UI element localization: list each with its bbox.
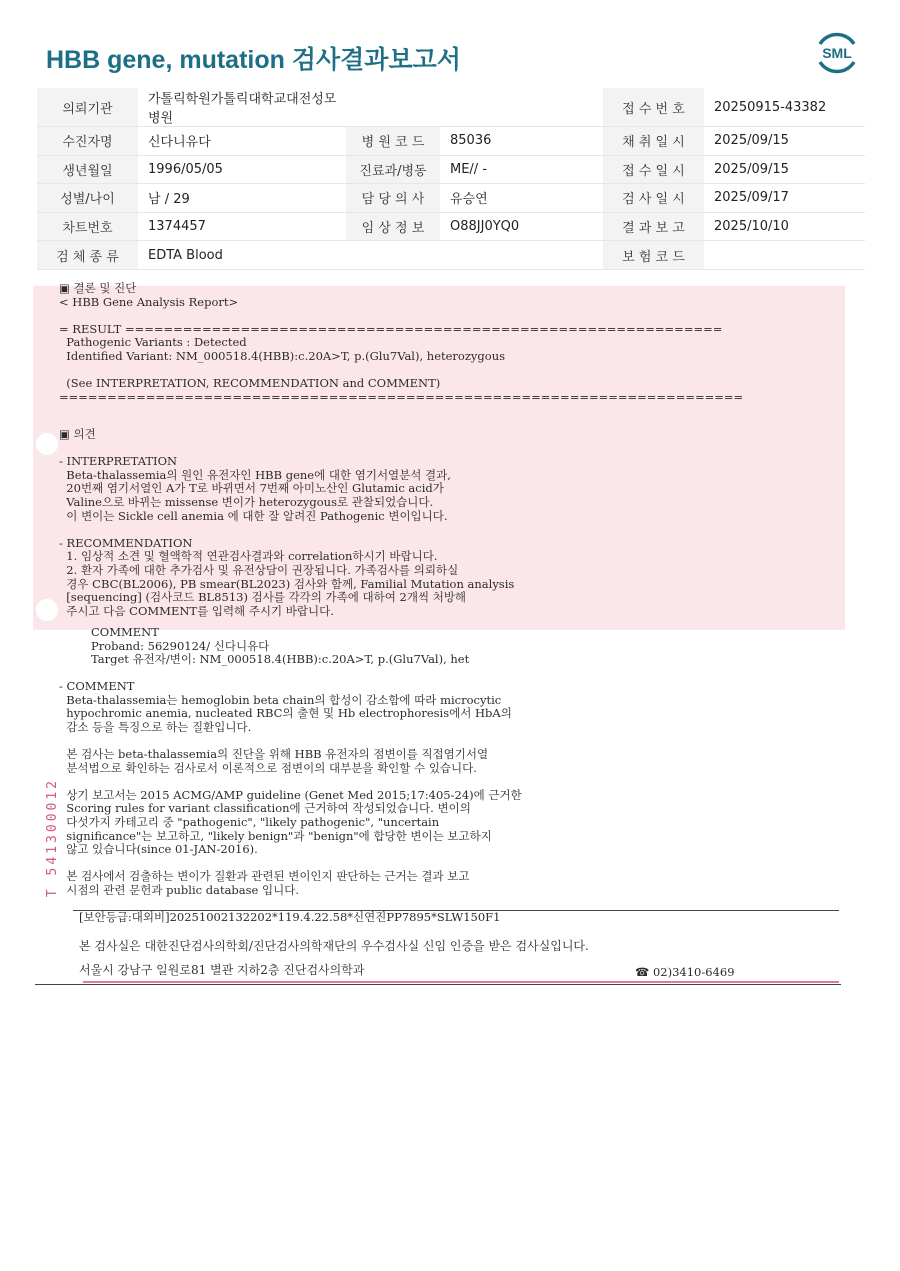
info-row — [37, 88, 865, 127]
info-label: 담 당 의 사 — [346, 184, 440, 213]
report-title: HBB gene, mutation 검사결과보고서 — [46, 46, 461, 74]
info-value — [440, 88, 603, 127]
info-row — [37, 184, 865, 213]
security-line: [보안등급:대외비]20251002132202*119.4.22.58*신연진PP7895*SLW150F1 — [79, 910, 501, 924]
info-value — [704, 241, 865, 270]
info-label: 병 원 코 드 — [346, 127, 440, 156]
result-section: ▣ 결론 및 진단 < HBB Gene Analysis Report> = RESULT ============================================================== Pathogenic Variants : Detected Identified Variant: NM_000518.4(HBB):c.20A>T, p.(Glu7Val), heterozygous (See INTERPRETATION, RECOMMENDATION and COMMENT) ======================================================================= — [59, 281, 744, 404]
info-label: 검 체 종 류 — [37, 241, 138, 270]
info-value: O88JJ0YQ0 — [440, 212, 603, 241]
info-value: ME// - — [440, 155, 603, 184]
patient-info-table — [37, 88, 865, 270]
info-value: 2025/09/15 — [704, 127, 865, 156]
certification-text: 본 검사실은 대한진단검사의학회/진단검사의학재단의 우수검사실 신임 인증을 받은 검사실입니다. — [79, 939, 589, 953]
opinion-section: ▣ 의견 - INTERPRETATION Beta-thalassemia의 원인 유전자인 HBB gene에 대한 염기서열분석 결과, 20번째 염기서열인 A가 T로 바뀌면서 7번째 아미노산인 Glutamic acid가 Valine으로 바뀌는 missense 변이가 heterozygous로 관찰되었습니다. 이 변이는 Sickle cell anemia 에 대한 잘 알려진 Pathogenic 변이입니다. - RECOMMENDATION 1. 임상적 소견 및 혈액학적 연관검사결과와 correlation하시기 바랍니다. 2. 환자 가족에 대한 추가검사 및 유전상담이 권장됩니다. 가족검사를 의뢰하실 경우 CBC(BL2006), PB smear(BL2023) 검사와 함께, Familial Mutation analysis [sequencing] (검사코드 BL8513) 검사를 각각의 가족에 대하여 2개씩 처방해 주시고 다음 COMMENT를 입력해 주시기 바랍니다. — [59, 427, 515, 618]
info-label: 성별/나이 — [37, 184, 138, 213]
info-label: 결 과 보 고 — [603, 212, 704, 241]
scanned-report — [33, 268, 845, 988]
address-text: 서울시 강남구 일원로81 별관 지하2층 진단검사의학과 — [79, 963, 365, 977]
info-value: 1374457 — [138, 212, 346, 241]
info-label: 검 사 일 시 — [603, 184, 704, 213]
info-label: 보 험 코 드 — [603, 241, 704, 270]
comment-section: - COMMENT Beta-thalassemia는 hemoglobin beta chain의 합성이 감소함에 따라 microcytic hypochromic anemia, nucleated RBC의 출현 및 Hb electrophoresis에서 HbA의 감소 등을 특징으로 하는 질환입니다. 본 검사는 beta-thalassemia의 진단을 위해 HBB 유전자의 점변이를 직접염기서열 분석법으로 확인하는 검사로서 이론적으로 점변이의 대부분을 확인할 수 있습니다. 상기 보고서는 2015 ACMG/AMP guideline (Genet Med 2015;17:405-24)에 근거한 Scoring rules for variant classification에 근거하여 작성되었습니다. 변이의 다섯가지 카테고리 중 "pathogenic", "likely pathogenic", "uncertain significance"는 보고하고, "likely benign"과 "benign"에 합당한 변이는 보고하지 않고 있습니다(since 01-JAN-2016). 본 검사에서 검출하는 변이가 질환과 관련된 변이인지 판단하는 근거는 결과 보고 시점의 관련 문헌과 public database 입니다. — [59, 679, 522, 897]
info-value: 남 / 29 — [138, 184, 346, 213]
info-label: 접 수 일 시 — [603, 155, 704, 184]
punch-hole — [35, 432, 59, 456]
info-value: 85036 — [440, 127, 603, 156]
divider — [35, 984, 841, 985]
info-label: 의뢰기관 — [37, 88, 138, 127]
footer-underline — [83, 981, 839, 983]
info-label — [346, 88, 440, 127]
info-label: 임 상 정 보 — [346, 212, 440, 241]
info-label: 차트번호 — [37, 212, 138, 241]
info-value: 1996/05/05 — [138, 155, 346, 184]
info-value: 2025/09/17 — [704, 184, 865, 213]
info-row — [37, 155, 865, 184]
info-value: 2025/09/15 — [704, 155, 865, 184]
info-label: 진료과/병동 — [346, 155, 440, 184]
info-label: 채 취 일 시 — [603, 127, 704, 156]
punch-hole — [35, 598, 59, 622]
comment-box: COMMENT Proband: 56290124/ 신다니유다 Target 유전자/변이: NM_000518.4(HBB):c.20A>T, p.(Glu7Val), het — [91, 625, 470, 667]
info-value: 가톨릭학원가톨릭대학교대전성모병원 — [138, 88, 346, 127]
info-value: 20250915-43382 — [704, 88, 865, 127]
phone-text: ☎ 02)3410-6469 — [635, 965, 735, 979]
logo-text: SML — [822, 45, 852, 61]
info-label: 생년월일 — [37, 155, 138, 184]
info-row — [37, 241, 865, 270]
info-label: 접 수 번 호 — [603, 88, 704, 127]
info-value: 2025/10/10 — [704, 212, 865, 241]
info-value: 신다니유다 — [138, 127, 346, 156]
sml-logo — [812, 30, 862, 76]
info-label: 수진자명 — [37, 127, 138, 156]
info-value: 유승연 — [440, 184, 603, 213]
specimen-number: T 541300012 — [45, 778, 60, 898]
info-value: EDTA Blood — [138, 241, 346, 270]
info-row — [37, 127, 865, 156]
info-row — [37, 212, 865, 241]
info-value — [440, 241, 603, 270]
info-label — [346, 241, 440, 270]
